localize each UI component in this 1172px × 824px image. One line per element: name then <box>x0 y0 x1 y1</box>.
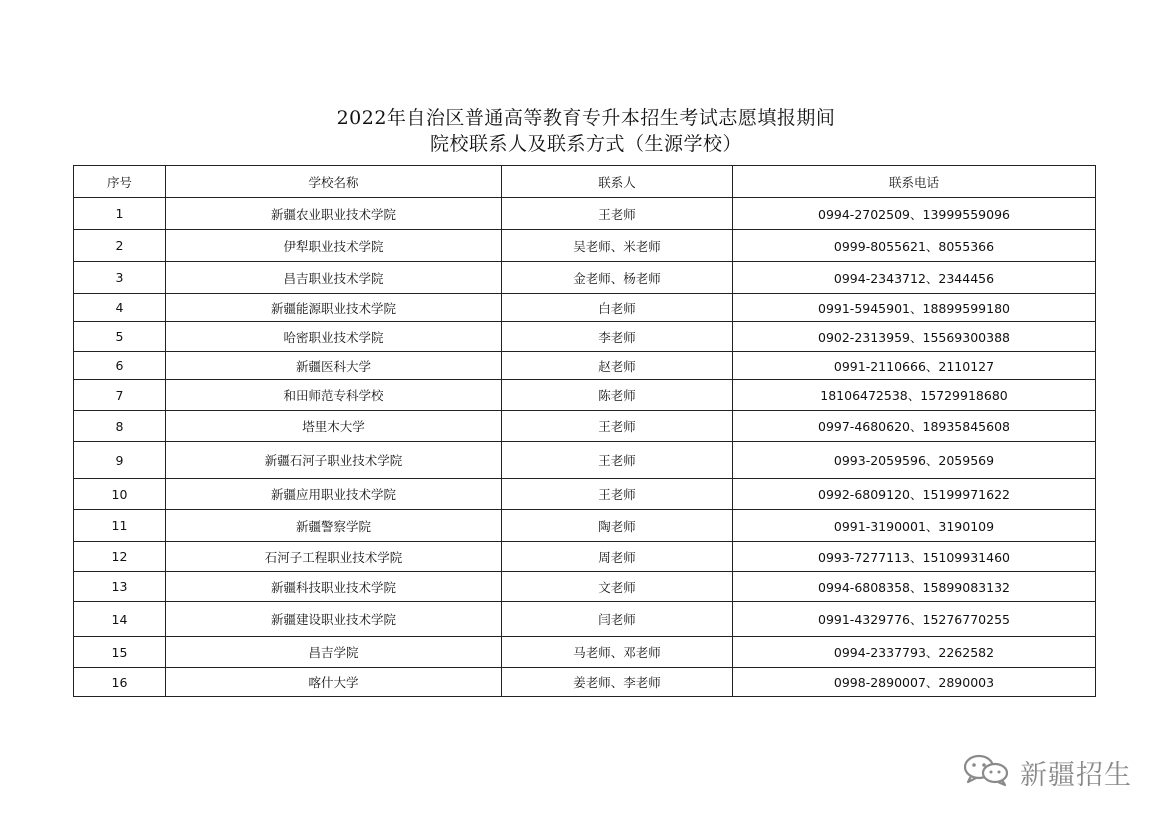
table-row <box>74 442 1096 479</box>
table-row <box>74 352 1096 380</box>
cell-phone: 0992-6809120、15199971622 <box>733 479 1096 510</box>
cell-phone: 0997-4680620、18935845608 <box>733 411 1096 442</box>
cell-contact: 王老师 <box>502 198 733 230</box>
cell-phone: 0994-2337793、2262582 <box>733 637 1096 668</box>
document-title-line1: 2022年自治区普通高等教育专升本招生考试志愿填报期间 <box>336 107 836 129</box>
table-row <box>74 322 1096 352</box>
cell-index: 3 <box>74 262 166 294</box>
cell-contact: 马老师、邓老师 <box>502 637 733 668</box>
cell-phone: 0994-6808358、15899083132 <box>733 572 1096 602</box>
cell-index: 9 <box>74 442 166 479</box>
cell-school: 哈密职业技术学院 <box>166 322 502 352</box>
table-header-row <box>74 166 1096 198</box>
cell-index: 8 <box>74 411 166 442</box>
cell-index: 2 <box>74 230 166 262</box>
cell-index: 5 <box>74 322 166 352</box>
table-row <box>74 602 1096 637</box>
cell-contact: 陶老师 <box>502 510 733 542</box>
header-contact: 联系人 <box>502 166 733 198</box>
cell-contact: 王老师 <box>502 479 733 510</box>
cell-index: 16 <box>74 668 166 697</box>
cell-phone: 0994-2702509、13999559096 <box>733 198 1096 230</box>
cell-contact: 文老师 <box>502 572 733 602</box>
cell-index: 1 <box>74 198 166 230</box>
document-title-line2: 院校联系人及联系方式（生源学校） <box>429 133 742 155</box>
cell-school: 新疆石河子职业技术学院 <box>166 442 502 479</box>
table-row <box>74 262 1096 294</box>
cell-contact: 王老师 <box>502 442 733 479</box>
cell-index: 6 <box>74 352 166 380</box>
watermark-text: 新疆招生 <box>1020 759 1132 791</box>
cell-school: 昌吉职业技术学院 <box>166 262 502 294</box>
cell-school: 和田师范专科学校 <box>166 380 502 411</box>
table-row <box>74 542 1096 572</box>
cell-school: 石河子工程职业技术学院 <box>166 542 502 572</box>
cell-contact: 吴老师、米老师 <box>502 230 733 262</box>
cell-school: 昌吉学院 <box>166 637 502 668</box>
cell-index: 11 <box>74 510 166 542</box>
cell-phone: 0902-2313959、15569300388 <box>733 322 1096 352</box>
cell-index: 15 <box>74 637 166 668</box>
cell-school: 新疆科技职业技术学院 <box>166 572 502 602</box>
cell-contact: 姜老师、李老师 <box>502 668 733 697</box>
cell-index: 14 <box>74 602 166 637</box>
wechat-icon <box>962 752 1012 792</box>
watermark <box>962 752 1132 792</box>
table-row <box>74 198 1096 230</box>
cell-school: 新疆农业职业技术学院 <box>166 198 502 230</box>
cell-contact: 王老师 <box>502 411 733 442</box>
cell-contact: 陈老师 <box>502 380 733 411</box>
cell-index: 7 <box>74 380 166 411</box>
table-row <box>74 479 1096 510</box>
table-row <box>74 572 1096 602</box>
table-row <box>74 411 1096 442</box>
cell-school: 新疆应用职业技术学院 <box>166 479 502 510</box>
contact-table <box>73 165 1096 697</box>
cell-phone: 0993-7277113、15109931460 <box>733 542 1096 572</box>
cell-phone: 0991-3190001、3190109 <box>733 510 1096 542</box>
table-row <box>74 510 1096 542</box>
table-row <box>74 637 1096 668</box>
cell-school: 塔里木大学 <box>166 411 502 442</box>
cell-school: 喀什大学 <box>166 668 502 697</box>
cell-index: 10 <box>74 479 166 510</box>
cell-contact: 金老师、杨老师 <box>502 262 733 294</box>
cell-school: 新疆建设职业技术学院 <box>166 602 502 637</box>
cell-phone: 0991-4329776、15276770255 <box>733 602 1096 637</box>
cell-phone: 0998-2890007、2890003 <box>733 668 1096 697</box>
cell-contact: 李老师 <box>502 322 733 352</box>
cell-phone: 18106472538、15729918680 <box>733 380 1096 411</box>
cell-contact: 白老师 <box>502 294 733 322</box>
cell-phone: 0991-5945901、18899599180 <box>733 294 1096 322</box>
cell-phone: 0994-2343712、2344456 <box>733 262 1096 294</box>
cell-phone: 0999-8055621、8055366 <box>733 230 1096 262</box>
header-school: 学校名称 <box>166 166 502 198</box>
cell-index: 13 <box>74 572 166 602</box>
cell-contact: 闫老师 <box>502 602 733 637</box>
header-index: 序号 <box>74 166 166 198</box>
cell-contact: 周老师 <box>502 542 733 572</box>
header-phone: 联系电话 <box>733 166 1096 198</box>
table-row <box>74 380 1096 411</box>
cell-phone: 0993-2059596、2059569 <box>733 442 1096 479</box>
table-row <box>74 294 1096 322</box>
cell-index: 4 <box>74 294 166 322</box>
cell-phone: 0991-2110666、2110127 <box>733 352 1096 380</box>
cell-school: 伊犁职业技术学院 <box>166 230 502 262</box>
cell-school: 新疆警察学院 <box>166 510 502 542</box>
table-row <box>74 668 1096 697</box>
cell-index: 12 <box>74 542 166 572</box>
table-row <box>74 230 1096 262</box>
cell-school: 新疆能源职业技术学院 <box>166 294 502 322</box>
cell-school: 新疆医科大学 <box>166 352 502 380</box>
cell-contact: 赵老师 <box>502 352 733 380</box>
